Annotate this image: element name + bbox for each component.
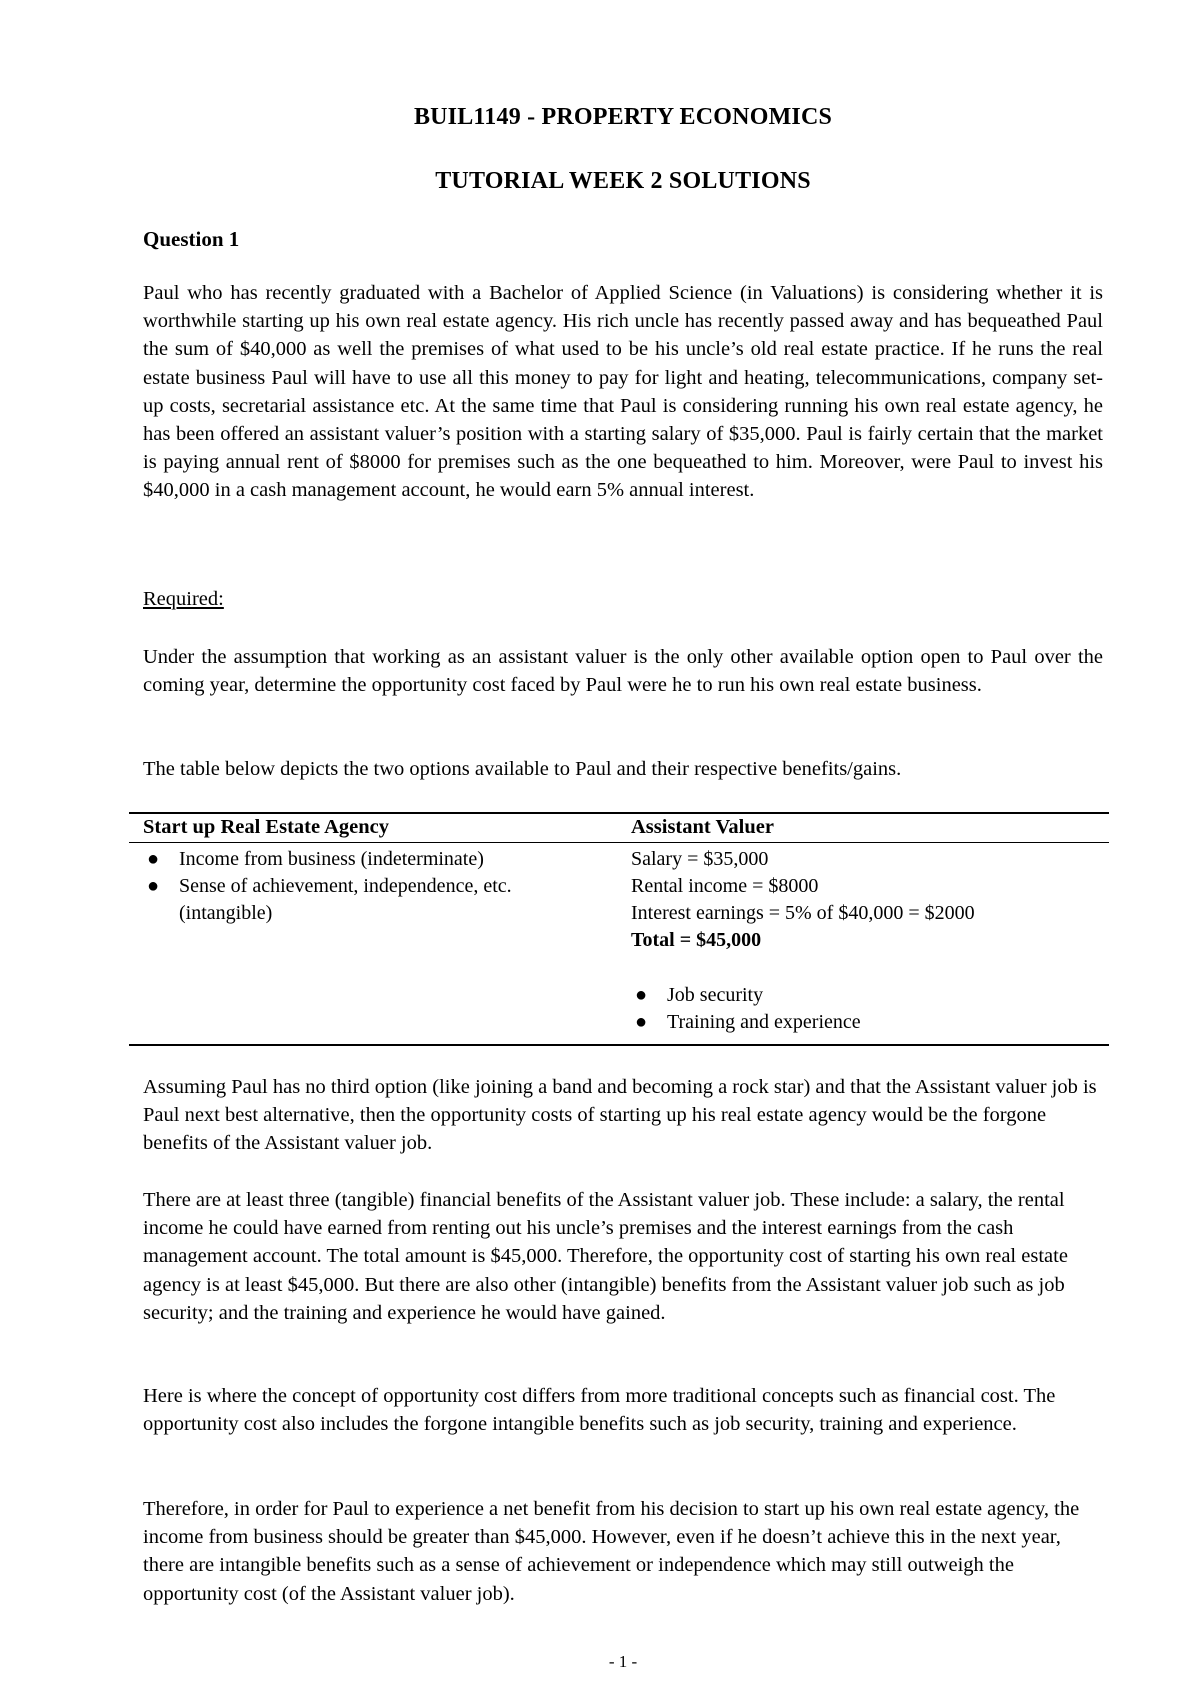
interest-earnings-line: Interest earnings = 5% of $40,000 = $2000 [631, 902, 975, 924]
table-header-agency: Start up Real Estate Agency [143, 816, 389, 838]
valuer-benefits-figures [631, 846, 1101, 954]
document-subtitle: TUTORIAL WEEK 2 SOLUTIONS [435, 168, 811, 194]
required-label: Required: [143, 588, 224, 610]
rental-income-line: Rental income = $8000 [631, 875, 819, 897]
course-title: BUIL1149 - PROPERTY ECONOMICS [413, 104, 833, 130]
document-page [143, 0, 1103, 1698]
bullet-icon: ● [147, 848, 160, 870]
bullet-icon: ● [635, 984, 648, 1006]
bullet-icon: ● [147, 875, 160, 897]
answer-paragraph-4: Therefore, in order for Paul to experience a net benefit from his decision to start up his own real estate agency, the income from business should be greater than $45,000. However, even if he doesn’t achieve this in the next year, there are intangible benefits such as a sense of achievement or independence which may still outweigh the opportunity cost (of the Assistant valuer job). [143, 1498, 1080, 1605]
answer-paragraph-2: There are at least three (tangible) financial benefits of the Assistant valuer job. These include: a salary, the rental income he could have earned from renting out his uncle’s premises and the interest earnings from the cash management account. The total amount is $45,000. Therefore, the opportunity cost of starting his own real estate agency is at least $45,000. But there are also other (intangible) benefits from the Assistant valuer job such as job security; and the training and experience he would have gained. [143, 1189, 1068, 1324]
bullet-icon: ● [635, 1011, 648, 1033]
valuer-benefit-text: Training and experience [667, 1011, 861, 1033]
agency-benefit-text: Sense of achievement, independence, etc. (intangible) [179, 875, 512, 924]
answer-paragraph-1: Assuming Paul has no third option (like joining a band and becoming a rock star) and that the Assistant valuer job is Paul next best alternative, then the opportunity costs of starting up his real estate agency would be the forgone benefits of the Assistant valuer job. [143, 1076, 1097, 1155]
valuer-intangible-list [631, 982, 1101, 1036]
list-item [143, 873, 603, 927]
table-intro: The table below depicts the two options available to Paul and their respective benefits/gains. [143, 758, 902, 780]
valuer-benefit-text: Job security [667, 984, 764, 1006]
list-item [143, 846, 603, 873]
agency-benefit-text: Income from business (indeterminate) [179, 848, 484, 870]
required-text: Under the assumption that working as an assistant valuer is the only other available option open to Paul over the coming year, determine the opportunity cost faced by Paul were he to run his own real estate business. [143, 646, 1103, 697]
total-line: Total = $45,000 [631, 929, 762, 951]
table-header-valuer: Assistant Valuer [631, 816, 774, 838]
table-header-divider [129, 842, 1109, 843]
list-item [631, 1009, 1101, 1036]
agency-benefits-list [143, 846, 603, 927]
answer-paragraph-3: Here is where the concept of opportunity cost differs from more traditional concepts such as financial cost. The opportunity cost also includes the forgone intangible benefits such as job security, training and experience. [143, 1385, 1056, 1436]
salary-line: Salary = $35,000 [631, 848, 769, 870]
question-body: Paul who has recently graduated with a Bachelor of Applied Science (in Valuations) is considering whether it is worthwhile starting up his own real estate agency. His rich uncle has recently passed away and has bequeathed Paul the sum of $40,000 as well the premises of what used to be his uncle’s old real estate practice. If he runs the real estate business Paul will have to use all this money to pay for light and heating, telecommunications, company set-up costs, secretarial assistance etc. At the same time that Paul is considering running his own real estate agency, he has been offered an assistant valuer’s position with a starting salary of $35,000. Paul is fairly certain that the market is paying annual rent of $8000 for premises such as the one bequeathed to him. Moreover, were Paul to invest his $40,000 in a cash management account, he would earn 5% annual interest. [143, 282, 1103, 502]
page-number: - 1 - [608, 1652, 638, 1671]
question-heading: Question 1 [143, 227, 240, 251]
options-table [129, 812, 1109, 1046]
list-item [631, 982, 1101, 1009]
